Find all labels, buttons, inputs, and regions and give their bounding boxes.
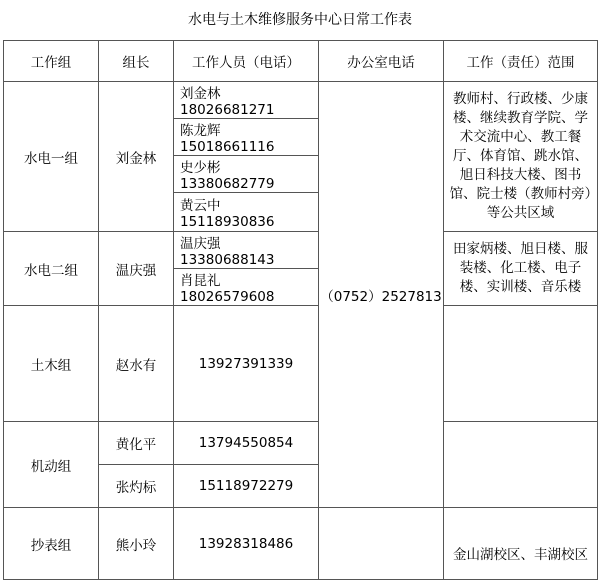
group-leader: 刘金林 <box>99 82 174 232</box>
header-office-phone: 办公室电话 <box>319 41 444 82</box>
staff-phone: 13794550854 <box>174 422 319 465</box>
staff-entry: 黄云中 15118930836 <box>174 193 319 232</box>
header-scope: 工作（责任）范围 <box>444 41 598 82</box>
group-name: 抄表组 <box>4 508 99 580</box>
header-row <box>4 41 598 82</box>
work-schedule-table <box>3 40 598 580</box>
scope-empty <box>444 306 598 422</box>
group-leader: 张灼标 <box>99 465 174 508</box>
staff-phone: 15118972279 <box>174 465 319 508</box>
staff-entry: 史少彬 13380682779 <box>174 156 319 193</box>
scope-text: 教师村、行政楼、少康楼、继续教育学院、学术交流中心、教工餐厅、体育馆、跳水馆、旭日科技大楼、图书馆、院士楼（教师村旁）等公共区域 <box>444 82 598 232</box>
group-leader: 温庆强 <box>99 232 174 306</box>
group-leader: 黄化平 <box>99 422 174 465</box>
group-name: 水电二组 <box>4 232 99 306</box>
group-name: 土木组 <box>4 306 99 422</box>
table-row <box>4 306 598 422</box>
office-phone: （0752）2527813 <box>319 82 444 508</box>
staff-phone: 13928318486 <box>174 508 319 580</box>
table-row <box>4 82 598 119</box>
header-staff: 工作人员（电话） <box>174 41 319 82</box>
staff-entry: 陈龙辉 15018661116 <box>174 119 319 156</box>
group-name: 机动组 <box>4 422 99 508</box>
scope-text: 田家炳楼、旭日楼、服装楼、化工楼、电子楼、实训楼、音乐楼 <box>444 232 598 306</box>
staff-entry: 刘金林 18026681271 <box>174 82 319 119</box>
group-leader: 赵水有 <box>99 306 174 422</box>
page-title: 水电与土木维修服务中心日常工作表 <box>188 12 412 28</box>
header-group: 工作组 <box>4 41 99 82</box>
scope-text: 金山湖校区、丰湖校区 <box>444 508 598 580</box>
office-phone-empty <box>319 508 444 580</box>
table-row <box>4 422 598 465</box>
header-leader: 组长 <box>99 41 174 82</box>
group-name: 水电一组 <box>4 82 99 232</box>
table-row <box>4 508 598 580</box>
group-leader: 熊小玲 <box>99 508 174 580</box>
staff-entry: 温庆强 13380688143 <box>174 232 319 269</box>
table-row <box>4 232 598 269</box>
staff-phone: 13927391339 <box>174 306 319 422</box>
scope-empty <box>444 422 598 508</box>
staff-entry: 肖昆礼 18026579608 <box>174 269 319 306</box>
